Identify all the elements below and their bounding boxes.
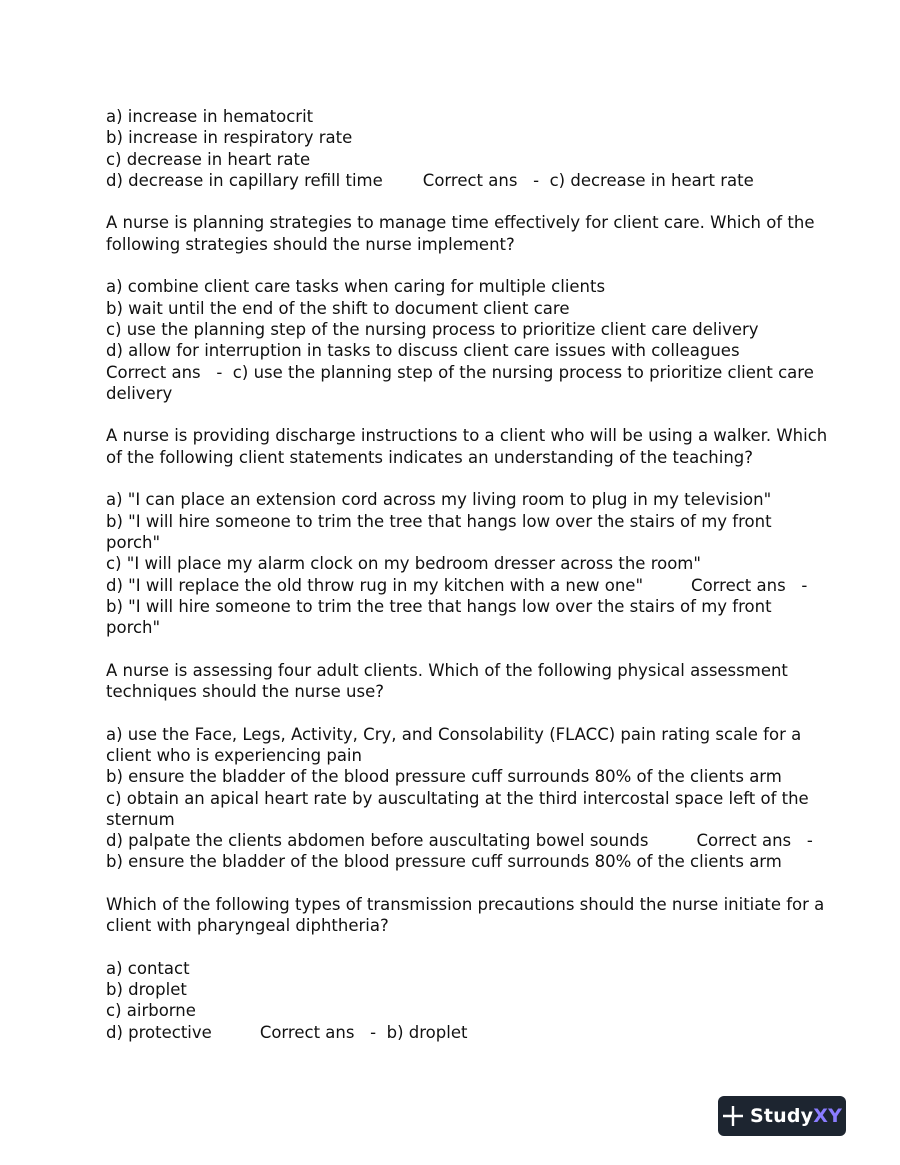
question-text: A nurse is providing discharge instructions to a client who will be using a walker. Which bbox=[106, 426, 828, 446]
option-d: d) allow for interruption in tasks to discuss client care issues with colleagues bbox=[106, 341, 740, 361]
option-d-with-answer bbox=[106, 170, 796, 191]
document-body bbox=[106, 106, 828, 1043]
option-b: b) wait until the end of the shift to document client care bbox=[106, 298, 570, 318]
option-a: a) "I can place an extension cord across my living room to plug in my television" bbox=[106, 490, 772, 510]
option-d-with-answer bbox=[106, 830, 813, 851]
logo-text-main: Study bbox=[749, 1105, 814, 1127]
option-d: d) "I will replace the old throw rug in my kitchen with a new one" bbox=[106, 575, 644, 595]
option-a: a) use the Face, Legs, Activity, Cry, and Consolability (FLACC) pain rating scale for a bbox=[106, 724, 802, 744]
option-b: b) droplet bbox=[106, 980, 187, 1000]
correct-answer-cont: porch" bbox=[106, 618, 161, 638]
option-b: b) ensure the bladder of the blood pressure cuff surrounds 80% of the clients arm bbox=[106, 767, 782, 787]
logo-text-accent: XY bbox=[813, 1105, 843, 1127]
correct-answer: b) ensure the bladder of the blood pressure cuff surrounds 80% of the clients arm bbox=[106, 852, 782, 872]
option-d: d) decrease in capillary refill time bbox=[106, 170, 383, 190]
studyxy-logo[interactable] bbox=[718, 1096, 846, 1136]
question-block-5 bbox=[106, 894, 825, 1043]
logo-text bbox=[750, 1105, 842, 1127]
correct-answer: Correct ans - c) use the planning step of the nursing process to prioritize client care bbox=[106, 362, 814, 382]
question-text: Which of the following types of transmission precautions should the nurse initiate for a bbox=[106, 894, 825, 914]
correct-answer-lead: Correct ans - bbox=[691, 575, 808, 595]
question-block-2 bbox=[106, 212, 815, 404]
option-a-cont: client who is experiencing pain bbox=[106, 745, 362, 765]
correct-answer: Correct ans - c) decrease in heart rate bbox=[422, 170, 754, 190]
option-a: a) contact bbox=[106, 958, 190, 978]
option-d-with-answer bbox=[106, 1022, 796, 1043]
question-text: of the following client statements indicates an understanding of the teaching? bbox=[106, 447, 754, 467]
question-text: following strategies should the nurse implement? bbox=[106, 234, 515, 254]
correct-answer: b) "I will hire someone to trim the tree that hangs low over the stairs of my front bbox=[106, 596, 772, 616]
option-c: c) use the planning step of the nursing process to prioritize client care delivery bbox=[106, 319, 759, 339]
correct-answer-lead: Correct ans - bbox=[696, 831, 813, 851]
option-b: b) increase in respiratory rate bbox=[106, 128, 353, 148]
question-text: client with pharyngeal diphtheria? bbox=[106, 916, 389, 936]
question-block-3 bbox=[106, 425, 828, 638]
option-c: c) decrease in heart rate bbox=[106, 149, 311, 169]
question-text: A nurse is assessing four adult clients. Which of the following physical assessment bbox=[106, 660, 788, 680]
option-d-with-answer bbox=[106, 575, 808, 596]
correct-answer: Correct ans - b) droplet bbox=[259, 1022, 468, 1042]
option-b: b) "I will hire someone to trim the tree that hangs low over the stairs of my front bbox=[106, 511, 772, 531]
option-a: a) increase in hematocrit bbox=[106, 107, 314, 126]
option-d: d) protective bbox=[106, 1022, 212, 1042]
question-block-4 bbox=[106, 660, 813, 873]
option-c: c) airborne bbox=[106, 1001, 196, 1021]
option-c: c) "I will place my alarm clock on my bedroom dresser across the room" bbox=[106, 554, 701, 574]
option-c: c) obtain an apical heart rate by auscultating at the third intercostal space left of the bbox=[106, 788, 809, 808]
question-block-1 bbox=[106, 106, 796, 191]
plus-icon bbox=[722, 1105, 744, 1127]
option-b-cont: porch" bbox=[106, 532, 161, 552]
question-text: techniques should the nurse use? bbox=[106, 682, 385, 702]
option-c-cont: sternum bbox=[106, 809, 175, 829]
option-d: d) palpate the clients abdomen before auscultating bowel sounds bbox=[106, 831, 649, 851]
question-text: A nurse is planning strategies to manage time effectively for client care. Which of the bbox=[106, 213, 815, 233]
correct-answer-cont: delivery bbox=[106, 383, 173, 403]
option-a: a) combine client care tasks when caring for multiple clients bbox=[106, 277, 606, 297]
